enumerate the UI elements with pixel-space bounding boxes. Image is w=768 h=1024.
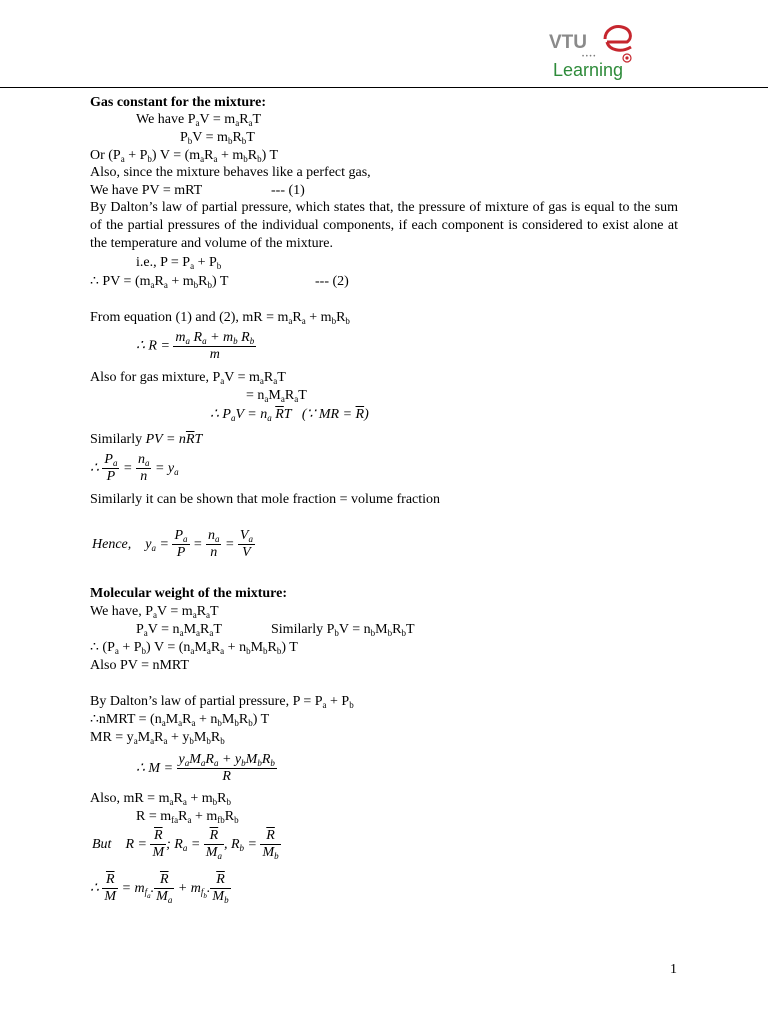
section-heading-molecular-weight: Molecular weight of the mixture:: [90, 586, 287, 601]
formula-PaV: ∴ $P_aV = n_a$ $\overline{R}T$ (∵ MR = $\overline{R}$): [210, 407, 369, 423]
equation-line: ∴ $(P_a + P_b) V = (n_aM_aR_a + n_bM_bR_b)$ T: [90, 640, 298, 656]
equation-line: From equation (1) and (2), mR = $m_aR_a + m_bR_b$: [90, 310, 350, 326]
dalton-paragraph: By Dalton’s law of partial pressure, which states that, the pressure of mixture of gas is equal to the sum of the partial pressures of the individual components, if each component is considered to exist alone at the temperature and volume of the mixture.: [90, 200, 678, 251]
text-line: Also, since the mixture behaves like a perfect gas,: [90, 165, 371, 180]
equation-line: ∴ PV = $(m_aR_a + m_bR_b)$ T: [90, 274, 229, 290]
equation-line: ∴nMRT = $(n_aM_aR_a + n_bM_bR_b)$ T: [90, 712, 270, 728]
equation-line: We have PV = mRT: [90, 183, 203, 198]
section-heading-gas-constant: Gas constant for the mixture:: [90, 95, 267, 110]
equation-line: $P_aV = n_aM_aR_aT$: [136, 622, 222, 638]
logo-dots: • • • •: [582, 54, 596, 60]
formula-hence: Hence, $y_a$ = $\frac{P_a}{P}$ = $\frac{n_a}{n}$ = $\frac{V_a}{V}$: [92, 528, 253, 561]
text-line: Similarly it can be shown that mole fraction = volume fraction: [90, 492, 441, 507]
logo-e-icon: [599, 22, 639, 59]
equation-line: Also, mR = $m_aR_a + m_bR_b$: [90, 791, 231, 807]
logo-target-icon: [622, 52, 632, 68]
logo-brand: VTU: [549, 32, 587, 53]
formula-but: But R = $\frac{\overline{R}}{M}$ ; $R_a$ = $\frac{\overline{R}}{M_a}$ , $R_b$ = $\frac{\overline{R}}{M_b}$: [92, 828, 279, 862]
formula-final: ∴ $\frac{\overline{R}}{M}$ = $m_{f_a}$. $\frac{\overline{R}}{M_a}$ + $m_{f_b}$. $\frac{\overline{R}}{M_b}$: [90, 872, 229, 906]
formula-M: ∴ M = $\frac{y_aM_aR_a + y_bM_bR_b}{R}$: [136, 752, 275, 785]
equation-line: We have $P_aV = m_aR_aT$: [136, 112, 262, 128]
equation-number: --- (1): [271, 183, 305, 198]
equation-line: i.e., $P = P_a + P_b$: [136, 255, 222, 271]
header-rule: [0, 87, 768, 88]
logo: [545, 22, 645, 82]
formula-R: ∴ R = $\frac{m_a R_a + m_b R_b}{m}$: [136, 330, 255, 362]
equation-line: $P_bV = m_bR_bT$: [180, 130, 255, 146]
formula-PV: Similarly PV = $n\overline{R}T$: [90, 432, 203, 447]
equation-line: MR = $y_aM_aR_a + y_bM_bR_b$: [90, 730, 225, 746]
equation-line: By Dalton’s law of partial pressure, $P = P_a + P_b$: [90, 694, 354, 710]
equation-line: = $n_aM_aR_aT$: [246, 388, 307, 404]
page-number: 1: [670, 962, 677, 977]
logo-learning: Learning: [553, 60, 624, 80]
equation-line: Also for gas mixture, $P_aV = m_aR_aT$: [90, 370, 286, 386]
equation-line: $R = m_{fa}R_a + m_{fb}R_b$: [136, 809, 239, 825]
equation-line: Or $(P_a + P_b) V = (m_aR_a + m_bR_b)$ T: [90, 148, 279, 164]
equation-line: Similarly $P_bV = n_bM_bR_bT$: [271, 622, 415, 638]
formula-mole-fraction: ∴ $\frac{P_a}{P}$ = $\frac{n_a}{n}$ = $y_a$: [90, 452, 179, 485]
equation-number: --- (2): [315, 274, 349, 289]
equation-line: Also PV = nMRT: [90, 658, 189, 673]
equation-line: We have, $P_aV = m_aR_aT$: [90, 604, 219, 620]
